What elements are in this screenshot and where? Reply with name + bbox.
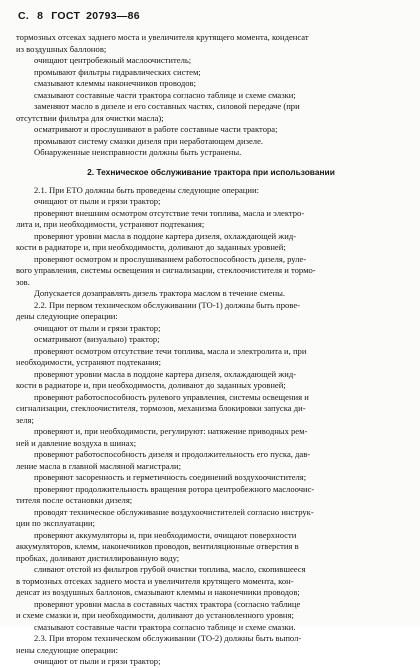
page-letter: С. <box>18 10 30 22</box>
text-line: проверяют работоспособность дизеля и продолжительность его пуска, дав- <box>34 449 311 459</box>
text-line: 2.3. При втором техническом обслуживании (ТО-2) должны быть выпол- <box>34 633 302 643</box>
text-line: смазывают клеммы наконечников проводов; <box>34 78 196 88</box>
text-line: вого управления, системы освещения и сигнализации, стеклоочистителя и тормо- <box>16 265 316 275</box>
text-line: 2.1. При ЕТО должны быть проведены следующие операции: <box>34 184 259 195</box>
text-line: проверяют осмотром отсутствие течи топлива, масла и электролита и, при <box>34 345 307 356</box>
text-line: проверяют продолжительность вращения ротора центробежного маслоочис- <box>34 483 315 494</box>
text-line: проверяют осмотром и прослушиванием работоспособность дизеля, руле- <box>34 253 307 264</box>
text-line: проверяют работоспособность рулевого управления, системы освещения и <box>34 391 309 402</box>
text-line: аккумуляторов, клемм, наконечников проводов, вентиляционные отверстия в <box>16 541 299 551</box>
text-line: проверяют уровни масла в поддоне картера дизеля, охлаждающей жид- <box>34 368 297 379</box>
text-line: сливают отстой из фильтров грубой очистки топлива, масло, скопившееся <box>34 564 306 574</box>
standard-name: ГОСТ <box>51 10 81 22</box>
text-line: промывают фильтры гидравлических систем; <box>34 66 201 77</box>
text-line: зеля; <box>16 414 34 425</box>
text-line: промывают систему смазки дизеля при неработающем дизеле. <box>34 135 264 146</box>
text-line: смазывают составные части трактора согласно таблице и схеме смазки. <box>34 621 296 632</box>
text-line: и схеме смазки и, при необходимости, доливают до установленного уровня; <box>16 610 294 620</box>
text-line: ции по эксплуатации; <box>16 518 95 528</box>
text-line: очищают от пыли и грязи трактор; <box>34 196 161 206</box>
text-line: Допускается дозаправлять дизель трактора маслом в течение смены. <box>34 288 286 298</box>
text-line: проверяют уровни масла в составных частях трактора (согласно таблице <box>34 598 301 609</box>
text-line: проводят техническое обслуживание воздухоочистителей согласно инструк- <box>34 506 314 517</box>
text-line: осматривают (визуально) трактор; <box>34 334 160 344</box>
text-line: очищают центробежный маслоочиститель; <box>34 55 192 65</box>
document-body <box>16 32 406 668</box>
text-line: очищают от пыли и грязи трактор; <box>34 322 161 333</box>
text-line: проверяют внешним осмотром отсутствие течи топлива, масла и электро- <box>34 207 305 218</box>
text-line: пробках, доливают дистиллированную воду; <box>16 552 180 563</box>
text-line: проверяют уровни масла в поддоне картера дизеля, охлаждающей жид- <box>34 230 297 241</box>
text-line: необходимости, устраняют подтекания; <box>16 357 161 367</box>
text-line: смазывают составные части трактора согласно таблице и схеме смазки; <box>34 89 296 100</box>
text-line: сигнализации, стеклоочистителя, тормозов, механизма блокировки запуска ди- <box>16 403 306 413</box>
text-line: отсутствии фильтра для очистки масла); <box>16 112 164 123</box>
text-line: денсат из воздушных баллонов, смазывают клеммы и наконечники проводов; <box>16 587 300 597</box>
text-line: 2.2. При первом техническом обслуживании (ТО-1) должны быть прове- <box>34 299 301 310</box>
text-line: проверяют и, при необходимости, регулируют: натяжение приводных рем- <box>34 426 308 436</box>
text-line: из воздушных баллонов; <box>16 43 107 54</box>
text-line: дены следующие операции: <box>16 311 118 321</box>
text-line: кости в радиаторе и, при необходимости, доливают до заданных уровней; <box>16 242 286 252</box>
text-line: ней и давление воздуха в шинах; <box>16 437 137 448</box>
text-line: зов. <box>16 276 30 287</box>
text-line: заменяют масло в дизеле и его составных частях, силовой передаче (при <box>34 101 300 111</box>
page-number: 8 <box>37 10 44 22</box>
standard-code: 20793—86 <box>86 10 140 22</box>
text-line: кости в радиаторе и, при необходимости, доливают до заданных уровней; <box>16 380 286 390</box>
text-line: ление масла в главной масляной магистрали; <box>16 460 181 471</box>
text-line: очищают от пыли и грязи трактор; <box>34 656 161 666</box>
text-line: нены следующие операции: <box>16 644 119 655</box>
text-line: в тормозных отсеках заднего моста и увеличителя крутящего момента, кон- <box>16 575 294 586</box>
text-line: проверяют засоренность и герметичность соединений воздухоочистителя; <box>34 472 307 482</box>
text-line: тормозных отсеках заднего моста и увеличителя крутящего момента, конденсат <box>16 32 309 42</box>
text-line: проверяют аккумуляторы и, при необходимости, очищают поверхности <box>34 529 297 540</box>
page-header <box>18 10 140 22</box>
text-line: Обнаруженные неисправности должны быть устранены. <box>34 147 242 157</box>
section-heading: 2. Техническое обслуживание трактора при использовании <box>87 166 335 177</box>
text-line: осматривают и прослушивают в работе составные части трактора; <box>34 124 278 134</box>
text-line: тителя после остановки дизеля; <box>16 495 133 505</box>
text-line: лита и, при необходимости, устраняют подтекания; <box>16 219 205 229</box>
